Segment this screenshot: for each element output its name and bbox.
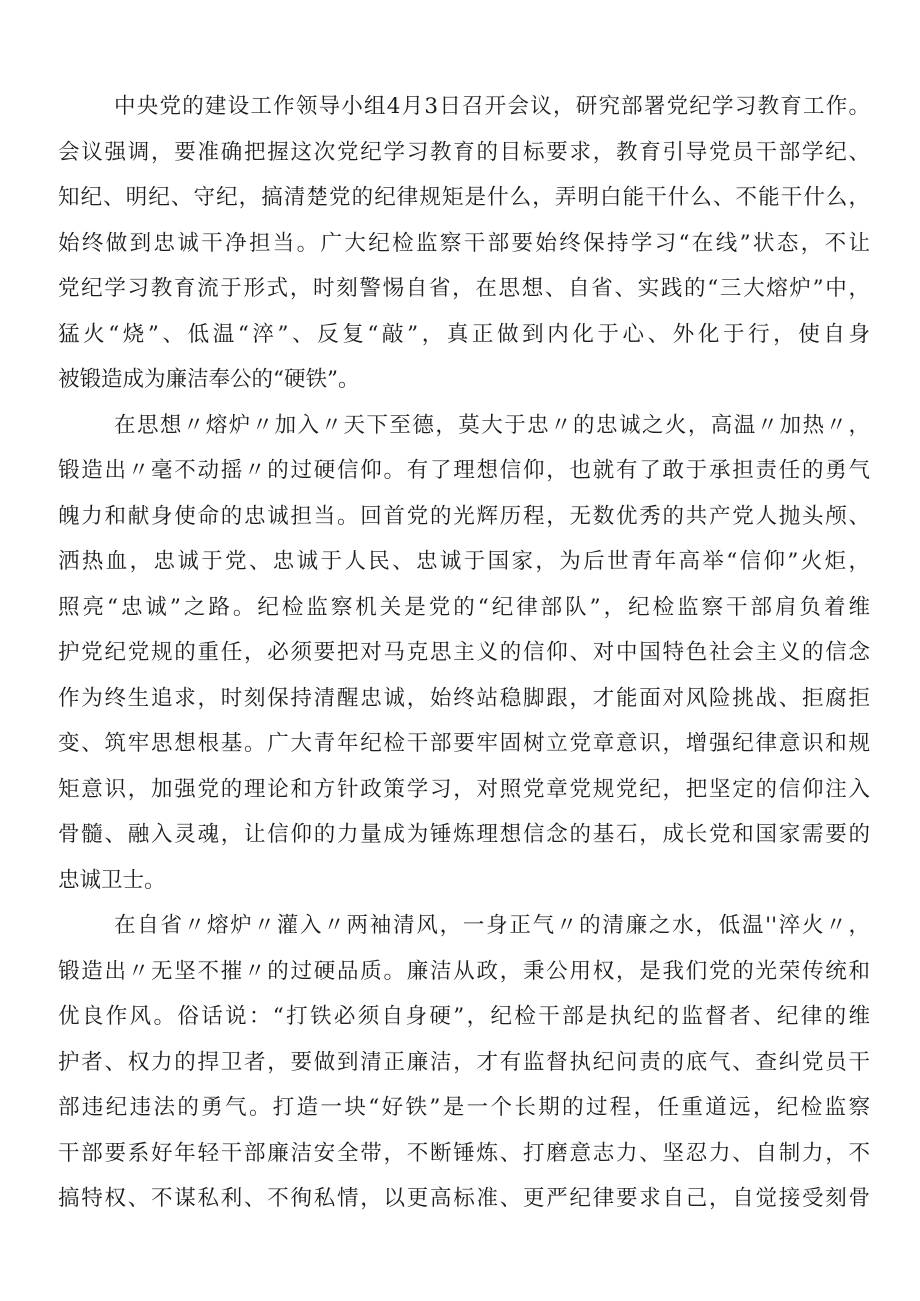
text-line: 在自省〃熔炉〃灌入〃两袖清风，一身正气〃的清廉之水，低温''淬火〃， [114, 913, 870, 938]
text-line: 照亮“忠诚”之路。纪检监察机关是党的“纪律部队”，纪检监察干部肩负着维 [58, 594, 870, 620]
text-line: 干部要系好年轻干部廉洁安全带，不断锤炼、打磨意志力、坚忍力、自制力，不 [58, 1140, 870, 1166]
text-line: 猛火“烧”、低温“淬”、反复“敲”，真正做到内化于心、外化于行，使自身 [58, 321, 870, 347]
text-line: 骨髓、融入灵魂，让信仰的力量成为锤炼理想信念的基石，成长党和国家需要的 [58, 822, 870, 847]
text-line: 党纪学习教育流于形式，时刻警惕自省，在思想、自省、实践的“三大熔炉”中， [58, 276, 870, 301]
text-line: 优良作风。俗话说：“打铁必须自身硬”，纪检干部是执纪的监督者、纪律的维 [58, 1004, 870, 1029]
text-line: 锻造出〃毫不动摇〃的过硬信仰。有了理想信仰，也就有了敢于承担责任的勇气 [58, 458, 870, 483]
text-line: 作为终生追求，时刻保持清醒忠诚，始终站稳脚跟，才能面对风险挑战、拒腐拒 [58, 685, 870, 711]
paragraph-1 [58, 84, 870, 403]
text-line: 护党纪党规的重任，必须要把对马克思主义的信仰、对中国特色社会主义的信念 [58, 640, 870, 665]
text-line: 搞特权、不谋私利、不徇私情，以更高标准、更严纪律要求自己，自觉接受刻骨 [58, 1186, 870, 1211]
text-line: 在思想〃熔炉〃加入〃天下至德，莫大于忠〃的忠诚之火，高温〃加热〃， [114, 412, 870, 438]
text-line: 被锻造成为廉洁奉公的“硬铁”。 [58, 367, 360, 392]
text-line: 护者、权力的捍卫者，要做到清正廉洁，才有监督执纪问责的底气、查纠党员干 [58, 1049, 870, 1075]
text-line: 锻造出〃无坚不摧〃的过硬品质。廉洁从政，秉公用权，是我们党的光荣传统和 [58, 958, 870, 984]
text-line: 矩意识，加强党的理论和方针政策学习，对照党章党规党纪，把坚定的信仰注入 [58, 776, 870, 802]
text-line: 变、筑牢思想根基。广大青年纪检干部要牢固树立党章意识，增强纪律意识和规 [58, 731, 870, 756]
document-body [58, 84, 870, 1222]
paragraph-2 [58, 403, 870, 904]
text-line: 中央党的建设工作领导小组4月3日召开会议，研究部署党纪学习教育工作。 [114, 94, 870, 119]
text-line: 部违纪违法的勇气。打造一块“好铁”是一个长期的过程，任重道远，纪检监察 [58, 1095, 870, 1120]
text-line: 始终做到忠诚干净担当。广大纪检监察干部要始终保持学习“在线”状态，不让 [58, 230, 870, 256]
text-line: 知纪、明纪、守纪，搞清楚党的纪律规矩是什么，弄明白能干什么、不能干什么， [58, 185, 870, 210]
text-line: 忠诚卫士。 [58, 867, 166, 893]
text-line: 会议强调，要准确把握这次党纪学习教育的目标要求，教育引导党员干部学纪、 [58, 139, 870, 165]
text-line: 洒热血，忠诚于党、忠诚于人民、忠诚于国家，为后世青年高举“信仰”火炬， [58, 549, 870, 574]
text-line: 魄力和献身使命的忠诚担当。回首党的光辉历程，无数优秀的共产党人抛头颅、 [58, 503, 870, 529]
paragraph-3 [58, 903, 870, 1222]
